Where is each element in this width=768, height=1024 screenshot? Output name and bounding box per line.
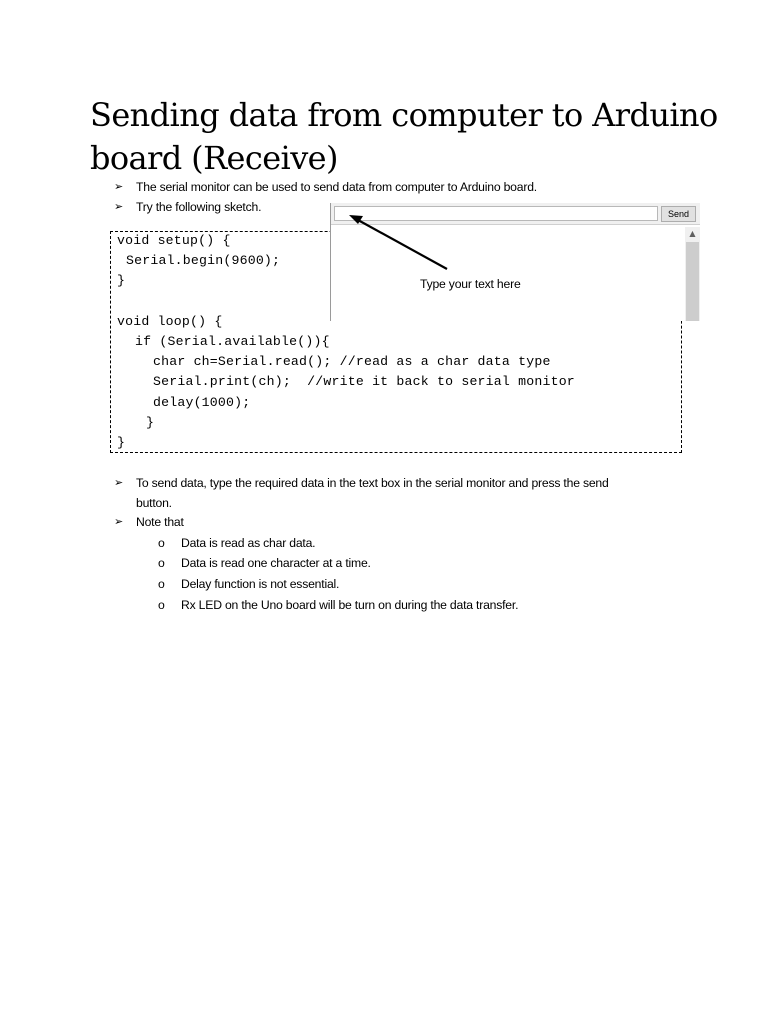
serial-output-area xyxy=(331,225,685,321)
circle-bullet-icon: o xyxy=(158,577,165,591)
bullet-text-continuation: button. xyxy=(136,496,172,510)
code-line: void setup() { xyxy=(117,233,231,248)
arrow-bullet-icon: ➢ xyxy=(114,477,124,489)
serial-input-field[interactable] xyxy=(334,206,658,221)
code-line: } xyxy=(117,434,126,450)
code-line: } xyxy=(117,273,126,289)
serial-monitor-toolbar xyxy=(331,203,700,225)
code-line: } xyxy=(146,414,155,430)
annotation-label: Type your text here xyxy=(420,277,521,291)
page-title: Sending data from computer to Arduino board (Receive) xyxy=(90,96,718,177)
bullet-text: Note that xyxy=(136,515,184,529)
note-text: Rx LED on the Uno board will be turn on during the data transfer. xyxy=(181,598,519,612)
code-line: Serial.print(ch); //write it back to serial monitor xyxy=(153,374,575,390)
arrow-bullet-icon: ➢ xyxy=(114,181,124,193)
circle-bullet-icon: o xyxy=(158,598,165,612)
code-line: delay(1000); xyxy=(153,394,251,410)
arrow-bullet-icon: ➢ xyxy=(114,201,124,213)
scroll-up-arrow-icon[interactable]: ▲ xyxy=(689,229,696,238)
scrollbar-thumb[interactable] xyxy=(686,242,699,321)
code-line: if (Serial.available()){ xyxy=(135,333,330,349)
vertical-scrollbar[interactable] xyxy=(685,227,700,321)
note-text: Data is read one character at a time. xyxy=(181,556,371,570)
serial-monitor-window xyxy=(330,203,699,321)
bullet-text: To send data, type the required data in the text box in the serial monitor and press the send xyxy=(136,476,609,490)
code-line: Serial.begin(9600); xyxy=(126,253,281,269)
note-text: Data is read as char data. xyxy=(181,536,316,550)
circle-bullet-icon: o xyxy=(158,556,165,570)
note-text: Delay function is not essential. xyxy=(181,577,340,591)
code-line: void loop() { xyxy=(117,313,223,329)
code-line: char ch=Serial.read(); //read as a char data type xyxy=(153,354,551,370)
bullet-text: The serial monitor can be used to send data from computer to Arduino board. xyxy=(136,180,537,194)
circle-bullet-icon: o xyxy=(158,536,165,550)
arrow-bullet-icon: ➢ xyxy=(114,516,124,528)
bullet-text: Try the following sketch. xyxy=(136,200,262,214)
send-button[interactable]: Send xyxy=(661,206,696,222)
